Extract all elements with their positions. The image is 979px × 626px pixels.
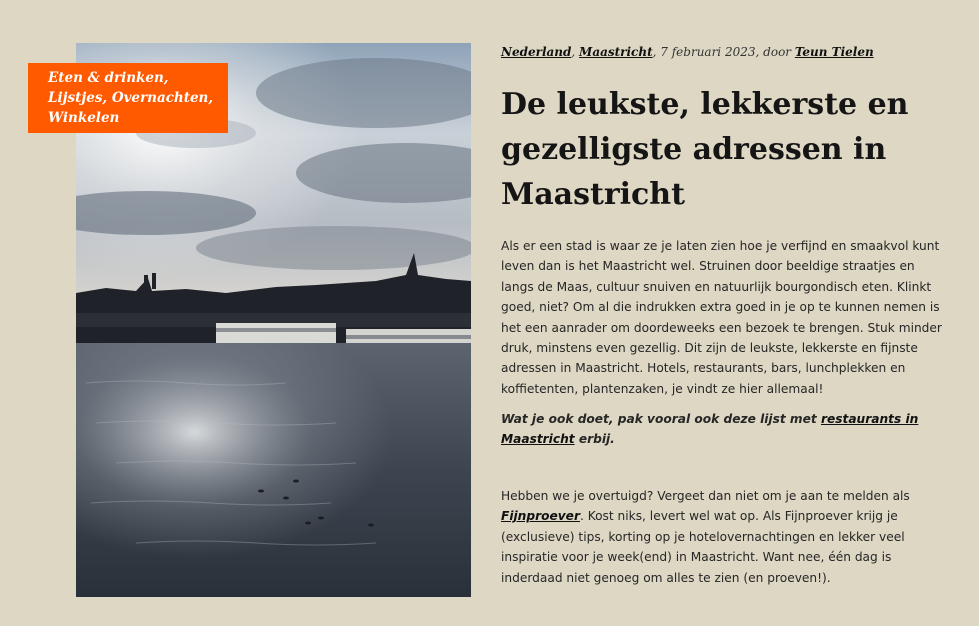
page-title: De leukste, lekkerste en gezelligste adressen in Maastricht [501,87,909,212]
cta-text-before: Hebben we je overtuigd? Vergeet dan niet om je aan te melden als [501,489,910,503]
cta-paragraph [501,486,946,588]
post-meta [501,45,941,59]
meta-author-link[interactable]: Teun Tielen [794,45,874,59]
tip-text-before: Wat je ook doet, pak vooral ook deze lijst met [501,412,821,426]
intro-paragraph: Als er een stad is waar ze je laten zien hoe je verfijnd en smaakvol kunt leven dan is het Maastricht wel. Struinen door beeldige straatjes en langs de Maas, cultuur snuiven en natuurlijk bourgondisch eten. Klinkt goed, niet? Om al die indrukken extra goed in je op te kunnen nemen is het een aanrader om doordeweeks een bezoek te brengen. Stuk minder druk, minstens even gezellig. Dit zijn de leukste, lekkerste en fijnste adressen in Maastricht. Hotels, restaurants, bars, lunchplekken en koffietenten, plantenzaken, je vindt ze hier allemaal! [501,239,942,396]
fijnproever-link[interactable]: Fijnproever [501,509,580,524]
meta-date: 7 februari 2023 [660,45,756,59]
meta-separator: , [652,45,661,59]
meta-separator: , [755,45,764,59]
meta-country-link[interactable]: Nederland [501,45,572,59]
tag-winkelen[interactable]: Winkelen [48,110,120,126]
tag-overnachten[interactable]: Overnachten [111,90,209,106]
meta-separator: , [571,45,580,59]
tip-text-after: erbij. [574,432,615,447]
tag-separator: , [208,90,214,106]
tag-separator: , [102,90,112,106]
tag-eten-drinken[interactable]: Eten & drinken [48,70,164,86]
cta-text-after: . Kost niks, levert wel wat op. Als Fijnproever krijg je (exclusieve) tips, korting op je hotelovernachtingen en lekker veel inspiratie voor je week(end) in Maastricht. Want nee, één dag is inderdaad niet genoeg om alles te zien (en proeven!). [501,509,905,585]
tag-lijstjes[interactable]: Lijstjes [48,90,103,106]
tip-paragraph [501,409,946,450]
meta-by: door [763,45,792,59]
restaurants-link[interactable]: restaurants in Maastricht [501,412,919,447]
category-tags [28,63,228,133]
meta-city-link[interactable]: Maastricht [579,45,653,59]
tag-separator: , [163,70,169,86]
